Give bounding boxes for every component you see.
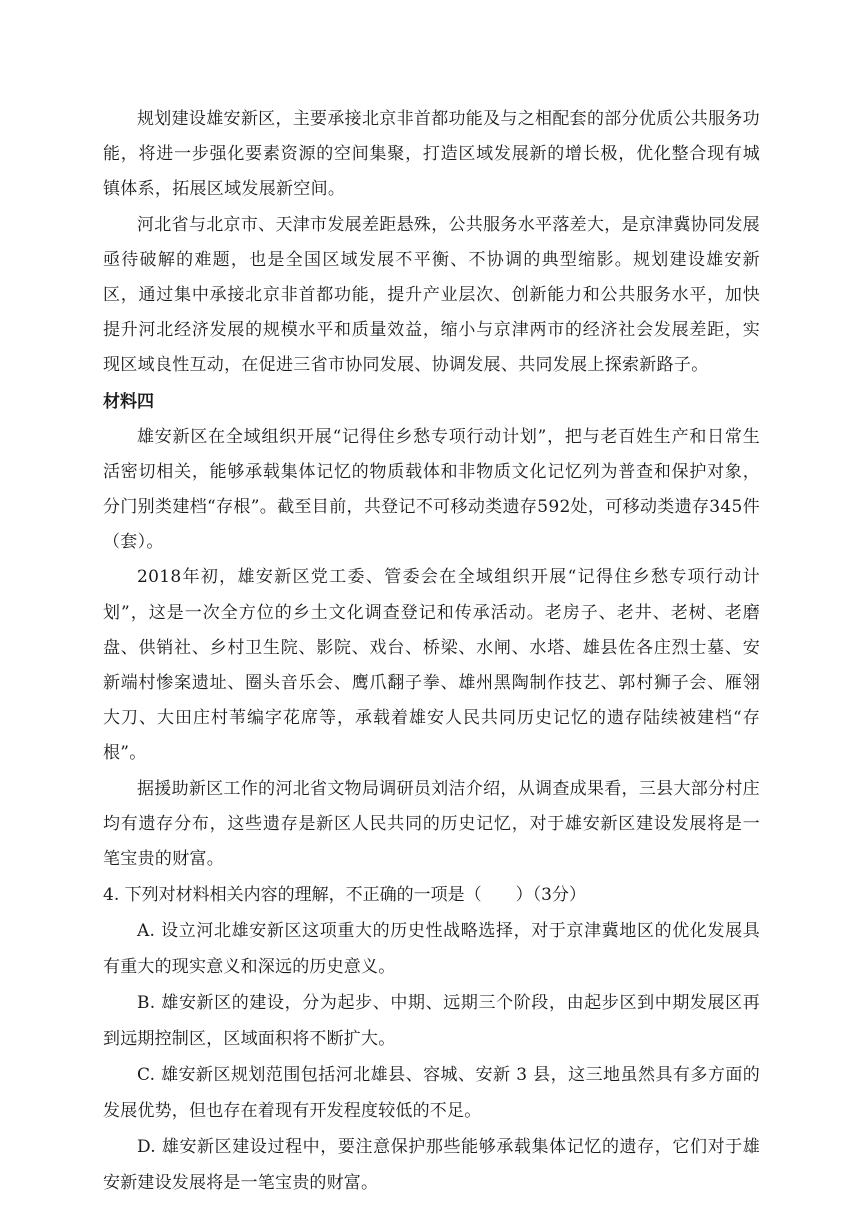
paragraph-hebei-gap: 河北省与北京市、天津市发展差距悬殊，公共服务水平落差大，是京津冀协同发展亟待破解的难题，也是全国区域发展不平衡、不协调的典型缩影。规划建设雄安新区，通过集中承接北京非首都功能，提升产业层次、创新能力和公共服务水平，加快提升河北经济发展的规模水平和质量效益，缩小与京津两市的经济社会发展差距，实现区域良性互动，在促进三省市协同发展、协调发展、共同发展上探索新路子。 (103, 214, 760, 376)
paragraph-2018-survey: 2018年初，雄安新区党工委、管委会在全域组织开展“记得住乡愁专项行动计划”，这是一次全方位的乡土文化调查登记和传承活动。老房子、老井、老树、老磨盘、供销社、乡村卫生院、影院、戏台、桥梁、水闸、水塔、雄县佐各庄烈士墓、安新端村惨案遗址、圈头音乐会、鹰爪翻子拳、雄州黑陶制作技艺、郭村狮子会、雁翎大刀、大田庄村苇编字花席等，承载着雄安人民共同历史记忆的遗存陆续被建档“存根”。 (103, 567, 760, 764)
paragraph-liu-jie: 据援助新区工作的河北省文物局调研员刘洁介绍，从调查成果看，三县大部分村庄均有遗存分布，这些遗存是新区人民共同的历史记忆，对于雄安新区建设发展将是一笔宝贵的财富。 (103, 778, 760, 870)
section-heading-material-4: 材料四 (103, 391, 154, 412)
option-a: A. 设立河北雄安新区这项重大的历史性战略选择，对于京津冀地区的优化发展具有重大的现实意义和深远的历史意义。 (103, 921, 760, 978)
question-stem: 4. 下列对材料相关内容的理解，不正确的一项是（ ）（3分） (103, 885, 586, 906)
paragraph-nostalgia-plan: 雄安新区在全域组织开展“记得住乡愁专项行动计划”，把与老百姓生产和日常生活密切相关，能够承载集体记忆的物质载体和非物质文化记忆列为普查和保护对象，分门别类建档“存根”。截至目前，共登记不可移动类遗存592处，可移动类遗存345件（套）。 (103, 426, 760, 553)
option-b: B. 雄安新区的建设，分为起步、中期、远期三个阶段，由起步区到中期发展区再到远期控制区，区域面积将不断扩大。 (103, 993, 760, 1050)
document-body (103, 102, 760, 1201)
option-d: D. 雄安新区建设过程中，要注意保护那些能够承载集体记忆的遗存，它们对于雄安新建设发展将是一笔宝贵的财富。 (103, 1137, 760, 1194)
option-c: C. 雄安新区规划范围包括河北雄县、容城、安新 3 县，这三地虽然具有多方面的发展优势，但也存在着现有开发程度较低的不足。 (103, 1065, 760, 1122)
paragraph-planning: 规划建设雄安新区，主要承接北京非首都功能及与之相配套的部分优质公共服务功能，将进一步强化要素资源的空间集聚，打造区域发展新的增长极，优化整合现有城镇体系，拓展区域发展新空间。 (103, 109, 760, 200)
